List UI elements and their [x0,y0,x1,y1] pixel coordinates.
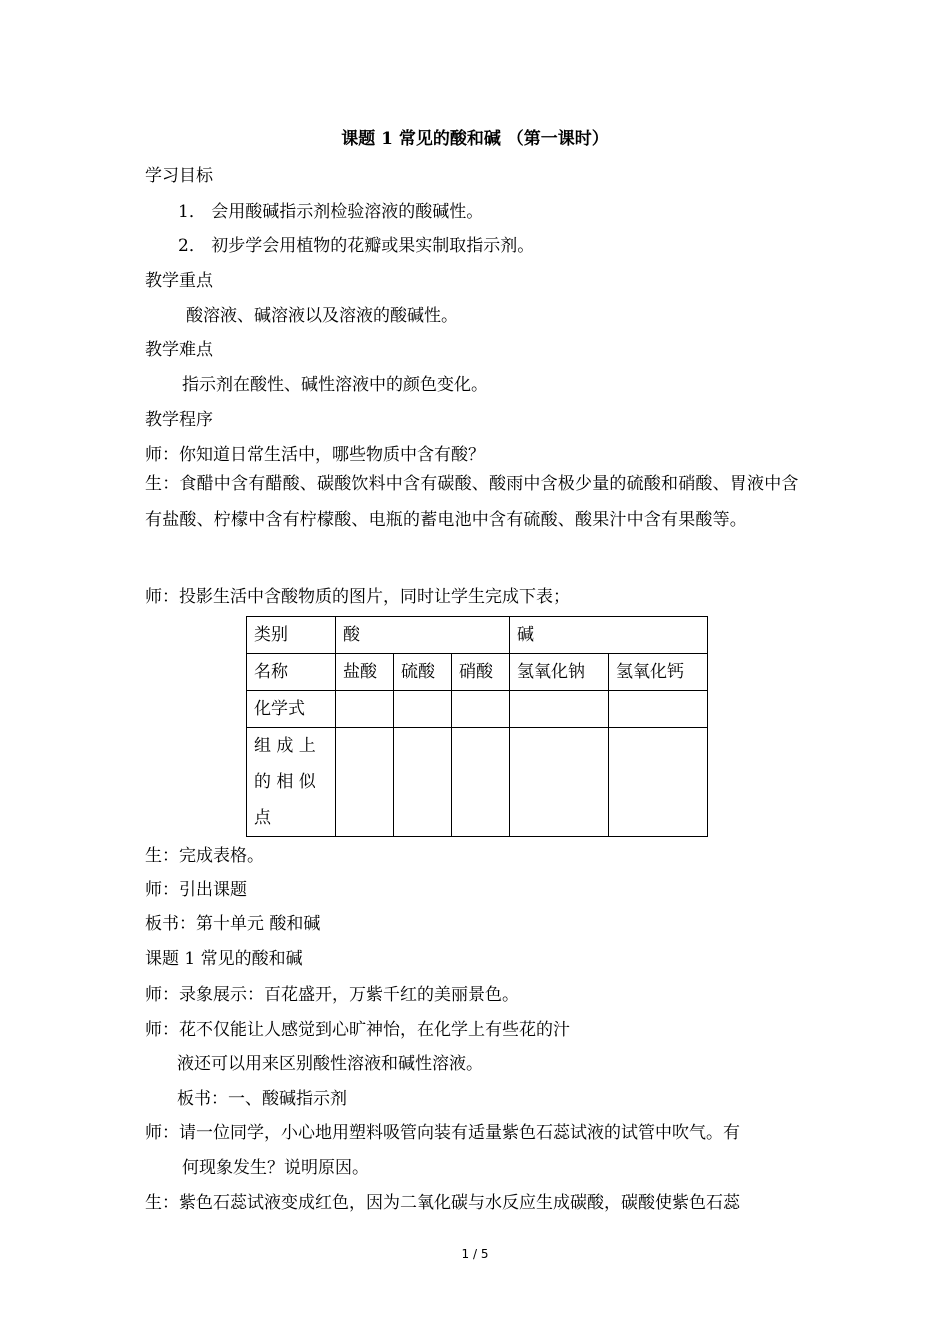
table-cell [336,728,394,837]
table-cell [510,691,609,728]
table-row [247,654,708,691]
table-cell: 硝酸 [452,654,510,691]
table-cell [609,691,708,728]
key-point-text: 酸溶液、碱溶液以及溶液的酸碱性。 [186,306,458,326]
table-cell: 酸 [336,617,510,654]
table-cell [452,728,510,837]
table-cell [609,728,708,837]
table-cell [247,728,336,837]
dialogue-line: 师：引出课题 [145,880,247,900]
key-point-heading: 教学重点 [145,271,213,291]
table-cell: 碱 [510,617,708,654]
table-cell: 氢氧化钠 [510,654,609,691]
dialogue-paragraph: 生：食醋中含有醋酸、碳酸饮料中含有碳酸、酸雨中含极少量的硫酸和硝酸、胃液中含有盐酸、柠檬中含有柠檬酸、电瓶的蓄电池中含有硫酸、酸果汁中含有果酸等。 [145,474,799,530]
dialogue-line: 师：请一位同学，小心地用塑料吸管向装有适量紫色石蕊试液的试管中吹气。有 [145,1123,740,1143]
procedure-heading: 教学程序 [145,410,213,430]
cell-line: 的 相 似 [254,772,316,792]
table-cell [394,691,452,728]
table-cell: 化学式 [247,691,336,728]
board-writing: 板书：第十单元 酸和碱 [145,914,321,934]
difficulty-text: 指示剂在酸性、碱性溶液中的颜色变化。 [182,375,488,395]
table-cell [394,728,452,837]
dialogue-line: 生：紫色石蕊试液变成红色，因为二氧化碳与水反应生成碳酸，碳酸使紫色石蕊 [145,1193,740,1213]
objectives-heading: 学习目标 [145,166,213,186]
dialogue-line: 生：完成表格。 [145,846,264,866]
acid-base-table [246,616,708,837]
table-cell [452,691,510,728]
table-row [247,691,708,728]
cell-line: 点 [254,808,271,828]
table-row [247,728,708,837]
cell-line: 组 成 上 [254,736,316,756]
dialogue-line: 师：花不仅能让人感觉到心旷神怡，在化学上有些花的汁 [145,1020,570,1040]
table-cell [336,691,394,728]
dialogue-line: 何现象发生？说明原因。 [182,1158,369,1178]
table-cell: 氢氧化钙 [609,654,708,691]
dialogue-line: 师：录象展示：百花盛开，万紫千红的美丽景色。 [145,985,519,1005]
dialogue-line: 师：你知道日常生活中，哪些物质中含有酸？ [145,445,485,465]
difficulty-heading: 教学难点 [145,340,213,360]
table-cell: 类别 [247,617,336,654]
table-cell: 硫酸 [394,654,452,691]
page-title: 课题 1 常见的酸和碱 （第一课时） [341,129,609,149]
dialogue-line: 液还可以用来区别酸性溶液和碱性溶液。 [177,1054,483,1074]
table-cell: 名称 [247,654,336,691]
page-number: 1 / 5 [461,1247,489,1261]
table-cell [510,728,609,837]
table-cell: 盐酸 [336,654,394,691]
lesson-title-line: 课题 1 常见的酸和碱 [145,949,303,969]
board-writing: 板书：一、酸碱指示剂 [177,1089,347,1109]
table-row [247,617,708,654]
dialogue-line: 师：投影生活中含酸物质的图片，同时让学生完成下表； [145,587,570,607]
objective-item: 2． 初步学会用植物的花瓣或果实制取指示剂。 [178,236,535,256]
objective-item: 1． 会用酸碱指示剂检验溶液的酸碱性。 [178,202,484,222]
